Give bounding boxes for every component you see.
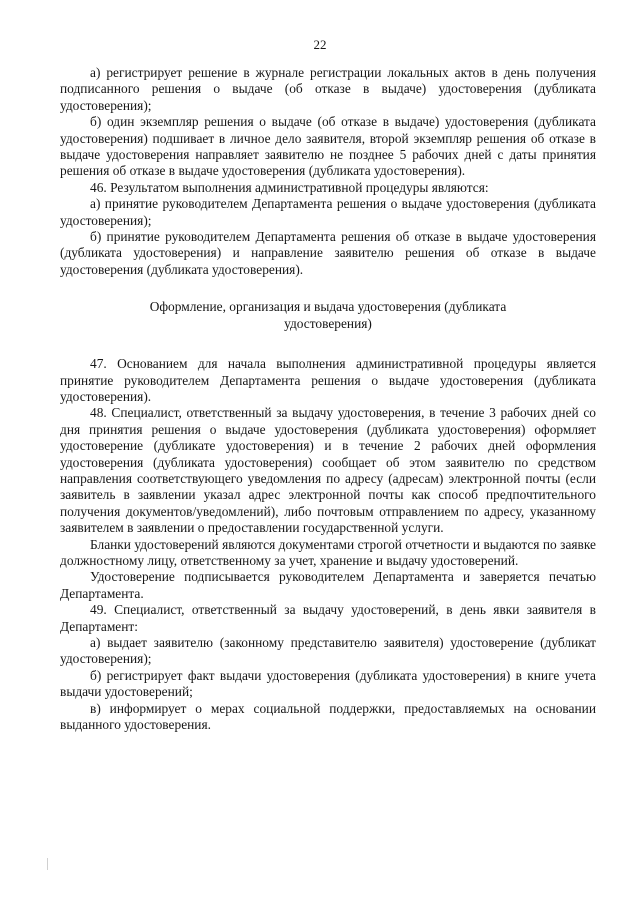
paragraph-blanks: Бланки удостоверений являются документами строгой отчетности и выдаются по заявке должностному лицу, ответственному за учет, хранение и выдачу удостоверений. (60, 536, 596, 568)
scan-margin-mark (47, 858, 48, 870)
document-body (60, 65, 596, 733)
paragraph-46b: б) принятие руководителем Департамента решения об отказе в выдаче удостоверения (дубликата удостоверения) и направление заявителю решения об отказе в выдаче удостоверения (дубликата удостоверения). (60, 229, 596, 277)
paragraph-49c: в) информирует о мерах социальной поддержки, предоставляемых на основании выданного удостоверения. (60, 700, 596, 733)
paragraph-48: 48. Специалист, ответственный за выдачу удостоверения, в течение 3 рабочих дней со дня принятия решения о выдаче удостоверения (дубликата удостоверения) оформляет удостоверение (дубликате удостоверения) и в течение 2 рабочих дней оформления удостоверения (дубликата удостоверения) сообщает об этом заявителю по средством направления соответствующего уведомления по адресу (адресам) электронной почты (если заявитель в заявлении указал адрес электронной почты как способ предпочтительного получения документов/уведомлений), либо почтовым отправлением по адресу, указанному заявителем в заявлении о предоставлении государственной услуги. (60, 405, 596, 536)
paragraph-49b: б) регистрирует факт выдачи удостоверения (дубликата удостоверения) в книге учета выдачи удостоверений; (60, 667, 596, 700)
paragraph-45b: б) один экземпляр решения о выдаче (об отказе в выдаче) удостоверения (дубликата удостоверения) подшивает в личное дело заявителя, второй экземпляр решения об отказе в выдаче удостоверения направляет заявителю не позднее 5 рабочих дней с даты принятия решения об отказе в выдаче удостоверения (дубликата удостоверения). (60, 114, 596, 179)
paragraph-47: 47. Основанием для начала выполнения административной процедуры является принятие руководителем Департамента решения о выдаче удостоверения (дубликата удостоверения). (60, 356, 596, 404)
paragraph-signature: Удостоверение подписывается руководителем Департамента и заверяется печатью Департамента. (60, 569, 596, 601)
page-number: 22 (313, 37, 327, 52)
paragraph-45a: а) регистрирует решение в журнале регистрации локальных актов в день получения подписанного решения о выдаче (об отказе в выдаче) удостоверения (дубликата удостоверения); (60, 65, 596, 113)
section-heading: Оформление, организация и выдача удостоверения (дубликата удостоверения) (149, 299, 507, 331)
paragraph-46: 46. Результатом выполнения административной процедуры являются: (90, 179, 489, 195)
paragraph-49: 49. Специалист, ответственный за выдачу удостоверений, в день явки заявителя в Департамент: (60, 602, 596, 634)
paragraph-46a: а) принятие руководителем Департамента решения о выдаче удостоверения (дубликата удостоверения); (60, 196, 596, 228)
paragraph-49a: а) выдает заявителю (законному представителю заявителя) удостоверение (дубликат удостоверения); (60, 635, 596, 667)
